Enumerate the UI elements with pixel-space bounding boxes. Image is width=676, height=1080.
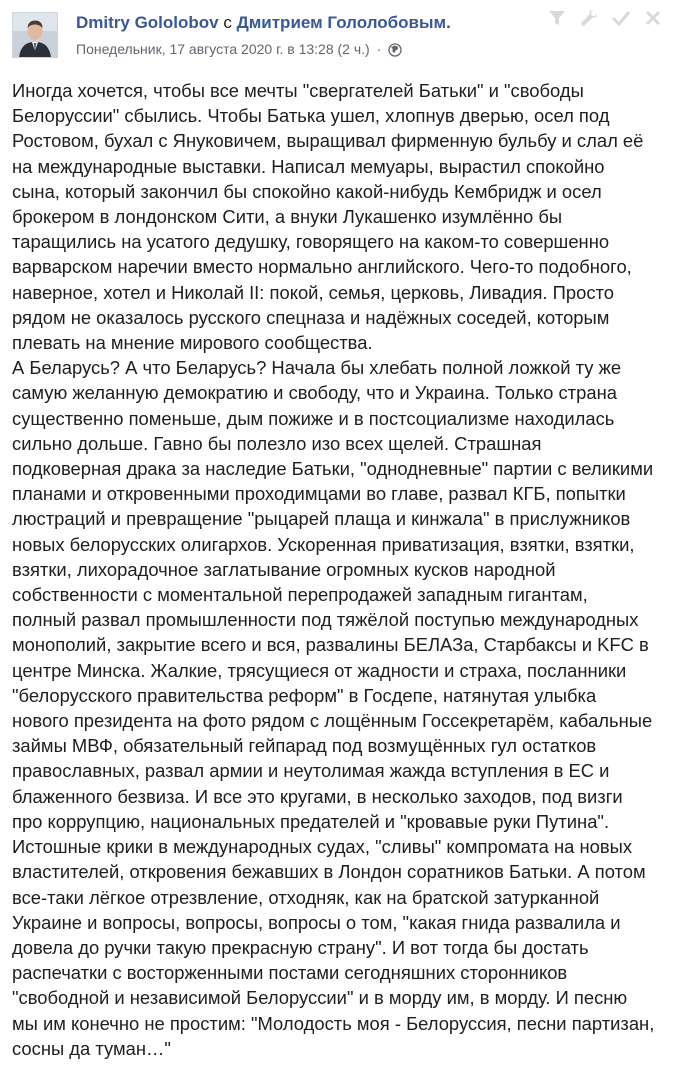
post-body — [12, 78, 664, 1061]
post-timestamp[interactable]: Понедельник, 17 августа 2020 г. в 13:28 (2 ч.) — [76, 41, 370, 57]
avatar-photo-icon — [13, 13, 57, 57]
meta-separator: · — [376, 41, 382, 57]
wrench-icon[interactable] — [578, 7, 600, 29]
header-tools — [546, 6, 664, 30]
post-meta — [76, 40, 402, 61]
post-title-line — [76, 12, 451, 34]
avatar[interactable] — [12, 12, 58, 58]
post-paragraph-2: А Беларусь? А что Беларусь? Начала бы хлебать полной ложкой ту же самую желанную демократию и свободу, что и Украина. Только страна существенно поменьше, дым пожиже и в постсоциализме находилась сильно дольше. Гавно бы полезло изо всех щелей. Страшная подковерная драка за наследие Батьки, "однодневные" партии с великими планами и откровенными проходимцами во главе, развал КГБ, попытки люстраций и превращение "рыцарей плаща и кинжала" в прислужников новых белорусских олигархов. Ускоренная приватизация, взятки, взятки, взятки, лихорадочное заглатывание огромных кусков народной собственности с моментальной перепродажей западным гигантам, полный развал промышленности под тяжёлой поступью международных монополий, закрытие всего и вся, развалины БЕЛАЗа, Старбаксы и KFC в центре Минска. Жалкие, трясущиеся от жадности и страха, посланники "белорусского правительства реформ" в Госдепе, натянутая улыбка нового президента на фото рядом с лощённым Госсекретарём, кабальные займы МВФ, обязательный гейпарад под возмущённых гул остатков православных, развал армии и неутолимая жажда вступления в ЕС и блаженного безвиза. И все это кругами, в несколько заходов, под визги про коррупцию, национальных предателей и "кровавые руки Путина". Истошные крики в международных судах, "сливы" компромата на новых властителей, откровения бежавших в Лондон соратников Батьки. А потом все-таки лёгкое отрезвление, отходняк, как на братской затурканной Украине и вопросы, вопросы, вопросы о том, "какая гнида развалила и довела до ручки такую прекрасную страну". И вот тогда бы достать распечатки с восторженными постами сегодняшних сторонников "свободной и независимой Белоруссии" и в морду им, в морду. И песню мы им конечно не простим: "Молодость моя - Белоруссия, песни партизан, сосны да туман…" — [12, 357, 655, 1059]
author-name-link[interactable]: Dmitry Gololobov — [76, 13, 219, 32]
post-paragraph-1: Иногда хочется, чтобы все мечты "свергателей Батьки" и "свободы Белоруссии" сбылись. Чтобы Батька ушел, хлопнув дверью, осел под Ростовом, бухал с Януковичем, выращивал фирменную бульбу и слал её на международные выставки. Написал мемуары, вырастил спокойно сына, который закончил бы спокойно какой-нибудь Кембридж и осел брокером в лондонском Сити, а внуки Лукашенко изумлённо бы таращились на усатого дедушку, говорящего на каком-то совершенно варварском наречии вместо нормально английского. Чего-то подобного, наверное, хотел и Николай II: покой, семья, церковь, Ливадия. Просто рядом не оказалось русского спецназа и надёжных соседей, которым плевать на мнение мирового сообщества. — [12, 80, 644, 354]
post-header — [0, 0, 676, 66]
filter-icon[interactable] — [546, 7, 568, 29]
tagged-user-link[interactable]: Дмитрием Гололобовым. — [236, 13, 451, 32]
check-icon[interactable] — [610, 7, 632, 29]
with-word: с — [223, 13, 232, 32]
close-icon[interactable] — [642, 7, 664, 29]
globe-icon[interactable] — [388, 43, 402, 61]
